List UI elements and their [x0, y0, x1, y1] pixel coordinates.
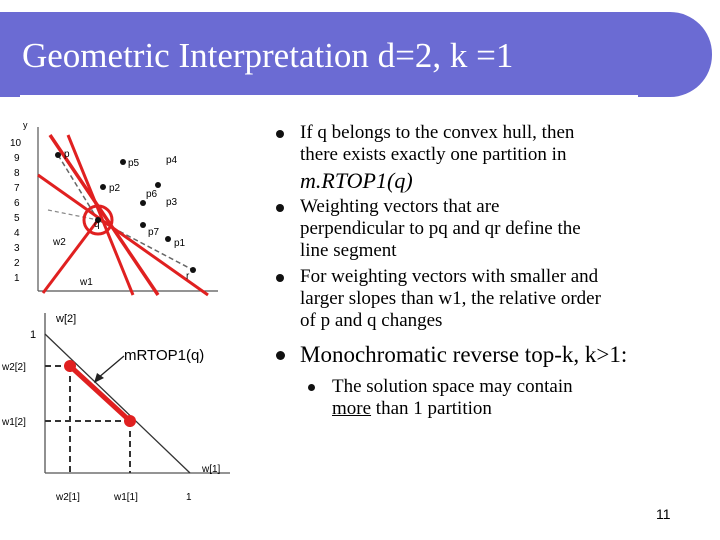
weight-space-figure [0, 308, 240, 508]
bullet-list [270, 122, 710, 424]
bullet-text: For weighting vectors with smaller and [300, 266, 599, 287]
point-label: w1 [80, 277, 93, 288]
point-label: w2 [53, 237, 66, 248]
bullet-text: perpendicular to pq and qr define the [300, 218, 581, 239]
weight-x-tick: w1[1] [114, 492, 138, 503]
bullet-underlined-text: more [332, 398, 372, 419]
y-tick: 1 [14, 273, 20, 284]
y-tick: 2 [14, 258, 20, 269]
sub-bullet-item [302, 376, 710, 420]
y-axis-label: y [23, 120, 28, 130]
weight-x-tick: 1 [186, 492, 192, 503]
y-tick: 10 [10, 138, 22, 149]
bullet-text: than 1 partition [371, 398, 492, 419]
y-tick: 3 [14, 243, 20, 254]
bullet-text: The solution space may contain [332, 376, 573, 397]
point-label: p6 [146, 189, 158, 200]
weight-x-tick: w2[1] [56, 492, 80, 503]
bullet-item [270, 122, 710, 192]
y-tick: 7 [14, 183, 20, 194]
point-label: r [186, 271, 190, 282]
weight-y-axis-label: w[2] [56, 313, 77, 325]
bullet-text: line segment [300, 240, 397, 261]
title-underline [20, 95, 638, 98]
point-label: q [94, 219, 100, 230]
y-tick: 6 [14, 198, 20, 209]
point-label: p2 [109, 183, 121, 194]
point-label: p [64, 149, 70, 160]
weight-x-axis-label: w[1] [202, 464, 221, 475]
bullet-icon [276, 204, 284, 212]
bullet-text: Monochromatic reverse top-k, k>1: [300, 342, 628, 367]
bullet-icon [308, 384, 315, 391]
y-tick: 4 [14, 228, 20, 239]
weight-y-tick: 1 [30, 329, 37, 341]
bullet-icon [276, 274, 284, 282]
y-tick: 8 [14, 168, 20, 179]
point-label: p3 [166, 197, 178, 208]
bullet-icon [276, 130, 284, 138]
point-label: p7 [148, 227, 160, 238]
bullet-text: If q belongs to the convex hull, then [300, 122, 575, 143]
point-label: p5 [128, 158, 140, 169]
slide-title: Geometric Interpretation d=2, k =1 [22, 36, 514, 75]
point-label: p1 [174, 238, 186, 249]
bullet-text: larger slopes than w1, the relative order [300, 288, 601, 309]
bullet-icon [276, 351, 285, 360]
page-number: 11 [656, 506, 671, 522]
points-figure [8, 115, 230, 305]
bullet-text: there exists exactly one partition in [300, 144, 567, 165]
bullet-text: Weighting vectors that are [300, 196, 500, 217]
bullet-text: of p and q changes [300, 310, 443, 331]
callout-label: mRTOP1(q) [124, 347, 205, 364]
y-tick: 5 [14, 213, 20, 224]
point-label: p4 [166, 155, 178, 166]
bullet-text: m.RTOP1(q) [300, 168, 413, 193]
bullet-item [270, 266, 710, 332]
y-tick: 9 [14, 153, 20, 164]
weight-y-tick: w1[2] [2, 417, 26, 428]
weight-y-tick: w2[2] [2, 362, 26, 373]
bullet-item [270, 342, 710, 368]
bullet-item [270, 196, 710, 262]
